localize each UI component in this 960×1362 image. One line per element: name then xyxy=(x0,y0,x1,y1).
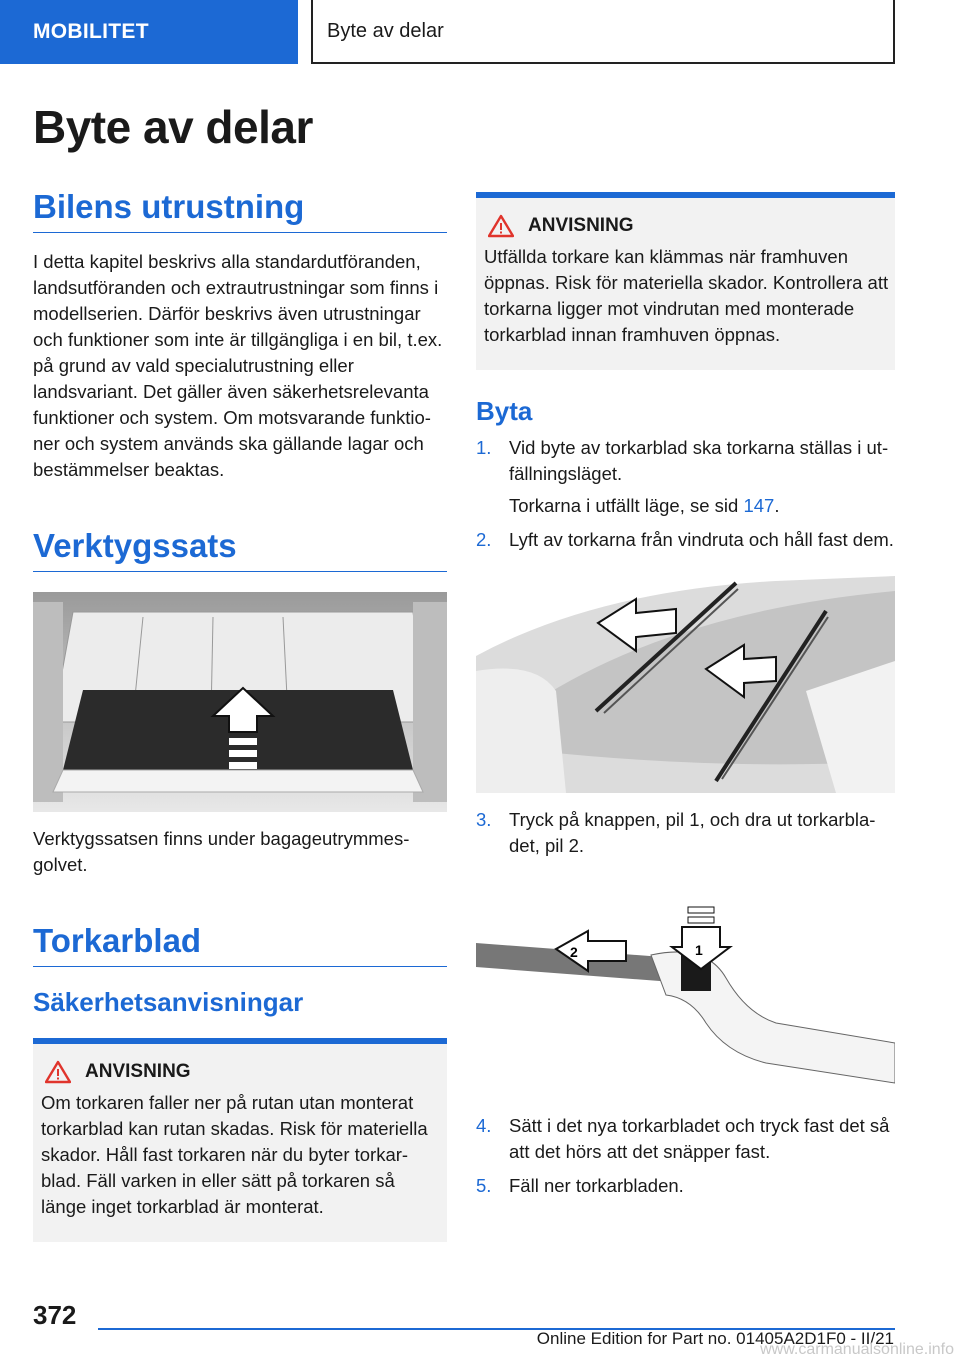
warning-text: Om torkaren faller ner på rutan utan monterat torkarblad kan rutan skadas. Risk för materiella skador. Håll fast torkaren när du byter torkarblad. Fäll varken in eller sätt på torkaren så länge inget torkarblad är monterat. xyxy=(41,1092,428,1217)
warning-box-right xyxy=(476,192,895,370)
page-reference-link[interactable]: 147 xyxy=(743,495,775,516)
heading-verktygssats: Verktygssats xyxy=(33,527,447,572)
step-number: 3. xyxy=(476,809,492,830)
warning-triangle-icon xyxy=(45,1060,71,1084)
step-note: Torkarna i utfällt läge, se sid xyxy=(509,495,744,516)
step-number: 2. xyxy=(476,529,492,550)
step-text: Fäll ner torkarbladen. xyxy=(509,1175,684,1196)
toolkit-caption: Verktygssatsen finns under bagageutrymmesgolvet. xyxy=(33,828,410,875)
trunk-toolkit-image xyxy=(33,592,447,812)
warning-title: ANVISNING xyxy=(85,1061,191,1082)
step-text: Sätt i det nya torkarbladet och tryck fast det så att det hörs att det snäpper fast. xyxy=(509,1115,890,1162)
step-number: 1. xyxy=(476,437,492,458)
warning-box-left xyxy=(33,1038,447,1242)
arrow-label-2: 2 xyxy=(570,944,578,960)
right-column xyxy=(476,192,895,1199)
left-column xyxy=(33,188,447,1242)
step-note-end: . xyxy=(774,495,780,516)
step-4 xyxy=(476,1113,895,1165)
warning-triangle-icon xyxy=(488,214,514,238)
chapter-header: Byte av delar xyxy=(311,0,895,64)
heading-bilens-utrustning: Bilens utrustning xyxy=(33,188,447,233)
wipers-windshield-image xyxy=(476,571,895,793)
warning-title: ANVISNING xyxy=(528,215,634,236)
edition-text: Online Edition for Part no. 01405A2D1F0 - II/21 xyxy=(536,1329,894,1348)
step-text: Tryck på knappen, pil 1, och dra ut torkarbladet, pil 2. xyxy=(509,809,876,856)
page-title: Byte av delar xyxy=(33,101,313,153)
step-number: 5. xyxy=(476,1175,492,1196)
step-2 xyxy=(476,527,895,553)
step-3 xyxy=(476,807,895,859)
step-5 xyxy=(476,1173,895,1199)
heading-torkarblad: Torkarblad xyxy=(33,922,447,967)
warning-text: Utfällda torkare kan klämmas när framhuven öppnas. Risk för materiella skador. Kontrollera att torkarna ligger mot vindrutan med monterade torkarblad innan framhuven öppnas. xyxy=(484,246,889,345)
heading-sakerhetsanvisningar: Säkerhetsanvisningar xyxy=(33,987,304,1017)
step-text: Lyft av torkarna från vindruta och håll fast dem. xyxy=(509,529,894,550)
arrow-label-1: 1 xyxy=(695,942,703,958)
section-tab[interactable]: MOBILITET xyxy=(0,0,298,64)
page-number: 372 xyxy=(33,1300,77,1330)
intro-text: I detta kapitel beskrivs alla standardutföranden, landsutföranden och extrautrustningar som finns i modellserien. Därför beskrivs även utrustningar och funktioner som inte är tillgängliga i en bil, t.ex. på grund av vald specialutrustning eller landsvariant. Det gäller även säkerhetsrelevanta funktioner och system. Om motsvarande funktioner och system används ska gällande lagar och bestämmelser beaktas. xyxy=(33,251,443,480)
heading-byta: Byta xyxy=(476,396,533,426)
step-number: 4. xyxy=(476,1115,492,1136)
watermark: www.carmanualsonline.info xyxy=(760,1341,954,1358)
step-text: Vid byte av torkarblad ska torkarna ställas i utfällningsläget. xyxy=(509,437,889,484)
step-1 xyxy=(476,435,895,519)
wiper-blade-detail-image xyxy=(476,883,895,1099)
